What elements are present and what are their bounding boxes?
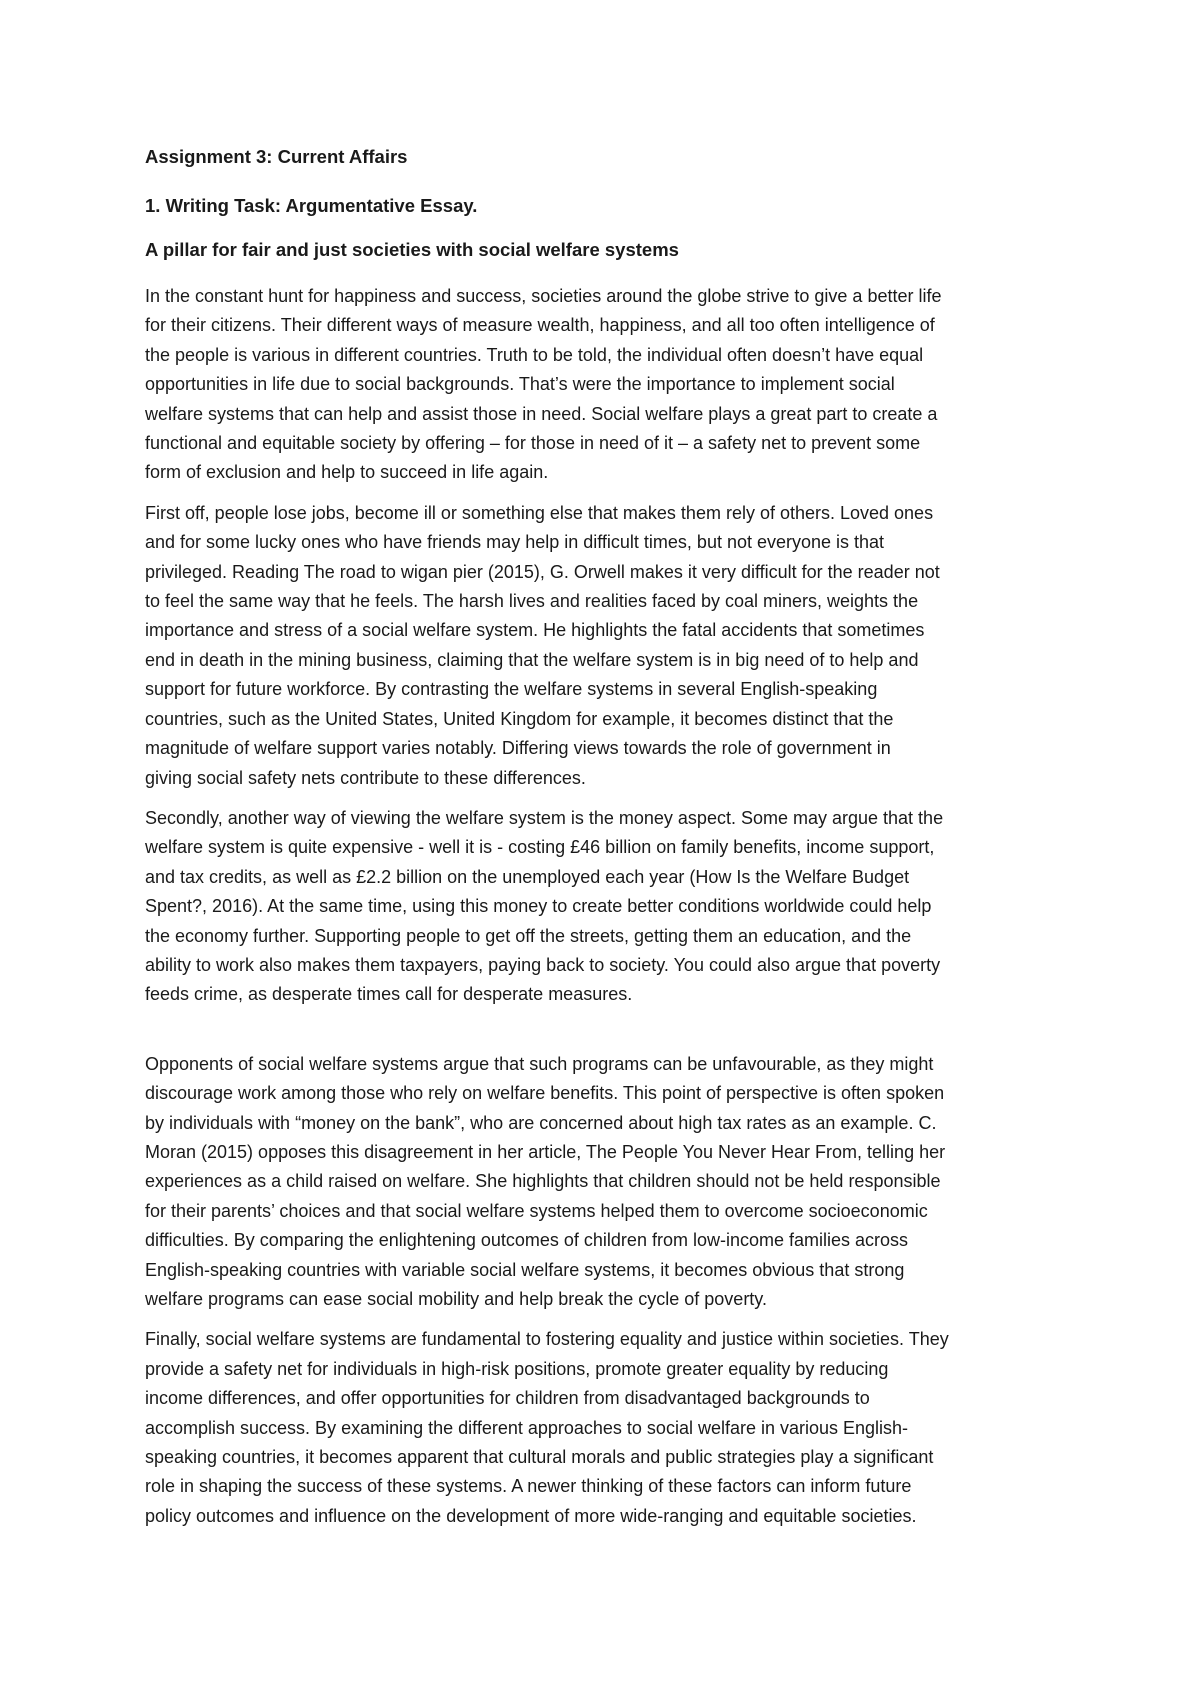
- paragraph-line: magnitude of welfare support varies notably. Differing views towards the role of government in: [145, 738, 891, 759]
- paragraph-line: speaking countries, it becomes apparent that cultural morals and public strategies play a significant: [145, 1447, 934, 1468]
- paragraph-second-argument: [145, 804, 1065, 1010]
- assignment-heading: Assignment 3: Current Affairs: [145, 146, 408, 167]
- paragraph-line: for their citizens. Their different ways of measure wealth, happiness, and all too often intelligence of: [145, 315, 935, 336]
- paragraph-line: experiences as a child raised on welfare. She highlights that children should not be held responsible: [145, 1171, 941, 1192]
- paragraph-line: welfare systems that can help and assist those in need. Social welfare plays a great part to create a: [145, 403, 938, 424]
- paragraph-line: and for some lucky ones who have friends may help in difficult times, but not everyone is that: [145, 532, 885, 553]
- paragraph-line: welfare system is quite expensive - well it is - costing £46 billion on family benefits, income support,: [145, 837, 935, 858]
- paragraph-line: the people is various in different countries. Truth to be told, the individual often doesn’t have equal: [145, 344, 924, 365]
- paragraph-line: welfare programs can ease social mobility and help break the cycle of poverty.: [145, 1289, 767, 1309]
- paragraph-line: ability to work also makes them taxpayers, paying back to society. You could also argue that poverty: [145, 954, 941, 975]
- paragraph-line: First off, people lose jobs, become ill or something else that makes them rely of others. Loved ones: [145, 502, 934, 523]
- paragraph-line: and tax credits, as well as £2.2 billion on the unemployed each year (How Is the Welfare Budget: [145, 866, 910, 887]
- paragraph-introduction: [145, 282, 1065, 488]
- paragraph-line: privileged. Reading The road to wigan pier (2015), G. Orwell makes it very difficult for the reader not: [145, 561, 940, 582]
- task-heading: 1. Writing Task: Argumentative Essay.: [145, 195, 478, 216]
- paragraph-line: support for future workforce. By contrasting the welfare systems in several English-speaking: [145, 679, 878, 700]
- essay-body: [145, 282, 1065, 1531]
- paragraph-line: Moran (2015) opposes this disagreement in her article, The People You Never Hear From, telling her: [145, 1141, 946, 1162]
- paragraph-line: end in death in the mining business, claiming that the welfare system is in big need of to help and: [145, 649, 919, 670]
- paragraph-line: provide a safety net for individuals in high-risk positions, promote greater equality by reducing: [145, 1358, 889, 1379]
- paragraph-line: by individuals with “money on the bank”, who are concerned about high tax rates as an example. C.: [145, 1112, 937, 1133]
- paragraph-line: difficulties. By comparing the enlightening outcomes of children from low-income families across: [145, 1230, 909, 1251]
- paragraph-line: opportunities in life due to social backgrounds. That’s were the importance to implement social: [145, 374, 895, 395]
- paragraph-line: discourage work among those who rely on welfare benefits. This point of perspective is often spoken: [145, 1083, 945, 1104]
- paragraph-line: giving social safety nets contribute to these differences.: [145, 767, 586, 788]
- paragraph-line: accomplish success. By examining the different approaches to social welfare in various English-: [145, 1417, 909, 1438]
- paragraph-conclusion: [145, 1325, 1065, 1531]
- paragraph-line: In the constant hunt for happiness and success, societies around the globe strive to give a better life: [145, 286, 942, 306]
- paragraph-line: the economy further. Supporting people to get off the streets, getting them an education, and the: [145, 925, 912, 946]
- paragraph-line: form of exclusion and help to succeed in life again.: [145, 462, 549, 483]
- paragraph-line: feeds crime, as desperate times call for desperate measures.: [145, 984, 633, 1005]
- paragraph-line: English-speaking countries with variable social welfare systems, it becomes obvious that strong: [145, 1259, 905, 1280]
- paragraph-line: countries, such as the United States, United Kingdom for example, it becomes distinct that the: [145, 708, 894, 729]
- paragraph-line: importance and stress of a social welfare system. He highlights the fatal accidents that sometimes: [145, 620, 925, 641]
- paragraph-line: functional and equitable society by offering – for those in need of it – a safety net to prevent some: [145, 433, 921, 454]
- paragraph-line: Finally, social welfare systems are fundamental to fostering equality and justice within societies. They: [145, 1329, 949, 1350]
- paragraph-counterargument: [145, 1050, 1065, 1315]
- paragraph-first-argument: [145, 499, 1065, 793]
- paragraph-line: to feel the same way that he feels. The harsh lives and realities faced by coal miners, weights the: [145, 591, 919, 612]
- paragraph-line: income differences, and offer opportunities for children from disadvantaged backgrounds to: [145, 1388, 870, 1409]
- paragraph-line: Opponents of social welfare systems argue that such programs can be unfavourable, as they might: [145, 1053, 934, 1074]
- paragraph-line: policy outcomes and influence on the development of more wide-ranging and equitable societies.: [145, 1505, 917, 1526]
- paragraph-line: Secondly, another way of viewing the welfare system is the money aspect. Some may argue that the: [145, 807, 944, 828]
- essay-title: A pillar for fair and just societies with social welfare systems: [145, 239, 679, 260]
- paragraph-line: for their parents’ choices and that social welfare systems helped them to overcome socioeconomic: [145, 1200, 928, 1221]
- paragraph-line: role in shaping the success of these systems. A newer thinking of these factors can inform future: [145, 1476, 912, 1497]
- paragraph-line: Spent?, 2016). At the same time, using this money to create better conditions worldwide could help: [145, 896, 932, 917]
